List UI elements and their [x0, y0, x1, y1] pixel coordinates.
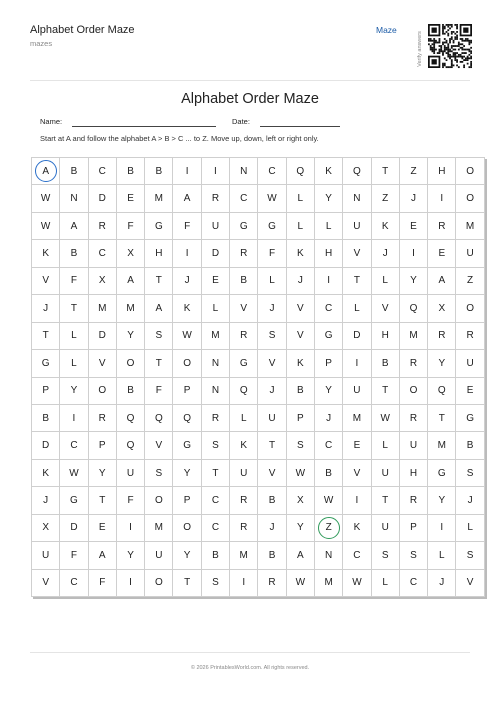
- grid-cell[interactable]: Z: [456, 267, 484, 294]
- grid-cell[interactable]: G: [60, 487, 88, 514]
- grid-cell[interactable]: P: [173, 487, 201, 514]
- grid-cell[interactable]: W: [258, 185, 286, 212]
- grid-cell[interactable]: T: [201, 459, 229, 486]
- grid-cell[interactable]: T: [88, 487, 116, 514]
- grid-cell[interactable]: P: [32, 377, 60, 404]
- grid-cell[interactable]: S: [456, 542, 484, 569]
- grid-cell[interactable]: G: [32, 350, 60, 377]
- grid-cell[interactable]: I: [314, 267, 342, 294]
- grid-cell[interactable]: B: [286, 377, 314, 404]
- grid-cell[interactable]: D: [60, 514, 88, 541]
- grid-cell[interactable]: W: [173, 322, 201, 349]
- grid-cell[interactable]: N: [343, 185, 371, 212]
- grid-cell[interactable]: A: [286, 542, 314, 569]
- instructions: Start at A and follow the alphabet A > B > C ... to Z. Move up, down, left or right only.: [40, 134, 319, 143]
- grid-cell[interactable]: V: [343, 459, 371, 486]
- grid-cell[interactable]: V: [258, 459, 286, 486]
- grid-cell[interactable]: H: [314, 240, 342, 267]
- grid-cell[interactable]: U: [230, 459, 258, 486]
- grid-cell[interactable]: V: [286, 295, 314, 322]
- grid-cell[interactable]: O: [173, 350, 201, 377]
- grid-row: [32, 542, 485, 569]
- grid-cell[interactable]: B: [258, 542, 286, 569]
- grid-cell[interactable]: X: [116, 240, 144, 267]
- grid-cell[interactable]: W: [343, 569, 371, 596]
- grid-cell[interactable]: B: [116, 158, 144, 185]
- grid-cell[interactable]: C: [88, 158, 116, 185]
- grid-cell[interactable]: A: [145, 295, 173, 322]
- grid-cell[interactable]: O: [399, 377, 427, 404]
- header-divider: [30, 80, 470, 81]
- grid-cell[interactable]: Y: [428, 350, 456, 377]
- grid-cell[interactable]: T: [145, 267, 173, 294]
- grid-cell[interactable]: I: [428, 514, 456, 541]
- grid-cell[interactable]: J: [456, 487, 484, 514]
- grid-cell[interactable]: I: [428, 185, 456, 212]
- grid-cell[interactable]: R: [230, 487, 258, 514]
- grid-cell[interactable]: L: [343, 295, 371, 322]
- grid-cell[interactable]: Z: [399, 158, 427, 185]
- grid-cell[interactable]: M: [145, 185, 173, 212]
- grid-cell[interactable]: M: [230, 542, 258, 569]
- grid-cell[interactable]: U: [456, 240, 484, 267]
- grid-cell[interactable]: T: [60, 295, 88, 322]
- grid-cell[interactable]: P: [173, 377, 201, 404]
- grid-cell[interactable]: S: [258, 322, 286, 349]
- grid-cell[interactable]: T: [343, 267, 371, 294]
- grid-cell[interactable]: D: [343, 322, 371, 349]
- grid-cell[interactable]: V: [343, 240, 371, 267]
- grid-cell[interactable]: R: [230, 322, 258, 349]
- grid-cell[interactable]: W: [32, 185, 60, 212]
- grid-cell[interactable]: F: [88, 569, 116, 596]
- grid-cell[interactable]: X: [88, 267, 116, 294]
- grid-cell[interactable]: A: [428, 267, 456, 294]
- grid-cell[interactable]: C: [314, 295, 342, 322]
- grid-cell[interactable]: I: [201, 158, 229, 185]
- grid-cell[interactable]: F: [173, 212, 201, 239]
- end-cell[interactable]: Z: [314, 514, 342, 541]
- grid-cell[interactable]: L: [258, 267, 286, 294]
- grid-cell[interactable]: C: [201, 514, 229, 541]
- grid-cell[interactable]: R: [88, 404, 116, 431]
- grid-cell[interactable]: X: [428, 295, 456, 322]
- grid-cell[interactable]: R: [428, 322, 456, 349]
- grid-cell[interactable]: Y: [173, 542, 201, 569]
- app-subtitle: mazes: [30, 39, 53, 48]
- grid-cell[interactable]: Q: [173, 404, 201, 431]
- grid-cell[interactable]: O: [173, 514, 201, 541]
- grid-cell[interactable]: D: [88, 322, 116, 349]
- page-header: [30, 24, 470, 76]
- grid-cell[interactable]: B: [32, 404, 60, 431]
- grid-cell[interactable]: U: [456, 350, 484, 377]
- grid-cell[interactable]: N: [201, 350, 229, 377]
- grid-cell[interactable]: C: [314, 432, 342, 459]
- grid-cell[interactable]: B: [456, 432, 484, 459]
- grid-cell[interactable]: Q: [116, 404, 144, 431]
- grid-row: [32, 322, 485, 349]
- grid-cell[interactable]: Q: [286, 158, 314, 185]
- grid-cell[interactable]: R: [399, 487, 427, 514]
- grid-cell[interactable]: N: [60, 185, 88, 212]
- grid-cell[interactable]: Y: [314, 185, 342, 212]
- name-line[interactable]: [72, 126, 216, 127]
- worksheet-title: Alphabet Order Maze: [181, 91, 319, 107]
- grid-row: [32, 377, 485, 404]
- grid-cell[interactable]: W: [286, 459, 314, 486]
- grid-cell[interactable]: C: [60, 569, 88, 596]
- grid-cell[interactable]: O: [88, 377, 116, 404]
- grid-cell[interactable]: W: [371, 404, 399, 431]
- grid-cell[interactable]: P: [88, 432, 116, 459]
- category-link[interactable]: Maze: [376, 25, 397, 35]
- grid-cell[interactable]: F: [60, 267, 88, 294]
- grid-cell[interactable]: C: [399, 569, 427, 596]
- grid-cell[interactable]: Z: [371, 185, 399, 212]
- grid-cell[interactable]: J: [258, 295, 286, 322]
- grid-cell[interactable]: D: [88, 185, 116, 212]
- grid-cell[interactable]: R: [201, 404, 229, 431]
- grid-cell[interactable]: A: [88, 542, 116, 569]
- grid-cell[interactable]: R: [456, 322, 484, 349]
- grid-cell[interactable]: U: [371, 459, 399, 486]
- grid-cell[interactable]: K: [343, 514, 371, 541]
- grid-cell[interactable]: L: [60, 322, 88, 349]
- grid-cell[interactable]: V: [230, 295, 258, 322]
- footer-divider: [30, 652, 470, 653]
- grid-cell[interactable]: H: [371, 322, 399, 349]
- grid-cell[interactable]: G: [314, 322, 342, 349]
- grid-cell[interactable]: H: [428, 158, 456, 185]
- grid-cell[interactable]: K: [314, 158, 342, 185]
- grid-cell[interactable]: R: [201, 185, 229, 212]
- grid-cell[interactable]: E: [428, 240, 456, 267]
- grid-row: [32, 212, 485, 239]
- grid-cell[interactable]: F: [258, 240, 286, 267]
- grid-cell[interactable]: J: [258, 377, 286, 404]
- grid-cell[interactable]: K: [230, 432, 258, 459]
- grid-cell[interactable]: K: [371, 212, 399, 239]
- grid-cell[interactable]: M: [145, 514, 173, 541]
- grid-cell[interactable]: T: [371, 377, 399, 404]
- grid-cell[interactable]: J: [258, 514, 286, 541]
- grid-cell[interactable]: P: [399, 514, 427, 541]
- grid-cell[interactable]: B: [230, 267, 258, 294]
- grid-cell[interactable]: Y: [173, 459, 201, 486]
- grid-cell[interactable]: R: [230, 240, 258, 267]
- grid-cell[interactable]: T: [371, 158, 399, 185]
- date-label: Date:: [232, 117, 250, 126]
- grid-cell[interactable]: S: [286, 432, 314, 459]
- grid-cell[interactable]: J: [314, 404, 342, 431]
- grid-cell[interactable]: V: [32, 569, 60, 596]
- grid-cell[interactable]: G: [230, 212, 258, 239]
- grid-cell[interactable]: R: [399, 404, 427, 431]
- grid-cell[interactable]: L: [371, 432, 399, 459]
- grid-cell[interactable]: K: [173, 295, 201, 322]
- grid-cell[interactable]: N: [201, 377, 229, 404]
- grid-cell[interactable]: N: [230, 158, 258, 185]
- grid-row: [32, 404, 485, 431]
- grid-cell[interactable]: B: [60, 158, 88, 185]
- grid-cell[interactable]: S: [399, 542, 427, 569]
- grid-cell[interactable]: I: [116, 569, 144, 596]
- grid-cell[interactable]: W: [314, 487, 342, 514]
- grid-cell[interactable]: U: [343, 377, 371, 404]
- grid-row: [32, 569, 485, 596]
- grid-cell[interactable]: K: [286, 350, 314, 377]
- grid-cell[interactable]: O: [145, 487, 173, 514]
- grid-cell[interactable]: G: [173, 432, 201, 459]
- grid-cell[interactable]: Y: [428, 487, 456, 514]
- grid-cell[interactable]: U: [343, 212, 371, 239]
- grid-cell[interactable]: R: [399, 350, 427, 377]
- grid-cell[interactable]: R: [258, 569, 286, 596]
- grid-cell[interactable]: J: [32, 487, 60, 514]
- grid-cell[interactable]: I: [173, 158, 201, 185]
- grid-cell[interactable]: Y: [60, 377, 88, 404]
- grid-row: [32, 487, 485, 514]
- grid-cell[interactable]: I: [173, 240, 201, 267]
- grid-cell[interactable]: Q: [145, 404, 173, 431]
- grid-cell[interactable]: G: [428, 459, 456, 486]
- name-label: Name:: [40, 117, 63, 126]
- grid-cell[interactable]: V: [88, 350, 116, 377]
- grid-cell[interactable]: C: [88, 240, 116, 267]
- grid-cell[interactable]: H: [145, 240, 173, 267]
- grid-cell[interactable]: E: [399, 212, 427, 239]
- grid-cell[interactable]: Y: [314, 377, 342, 404]
- grid-cell[interactable]: S: [201, 432, 229, 459]
- qr-code-icon[interactable]: [428, 18, 472, 74]
- maze-grid: [31, 157, 485, 597]
- grid-cell[interactable]: N: [314, 542, 342, 569]
- grid-cell[interactable]: Q: [230, 377, 258, 404]
- grid-cell[interactable]: U: [371, 514, 399, 541]
- grid-cell[interactable]: O: [145, 569, 173, 596]
- grid-cell[interactable]: C: [60, 432, 88, 459]
- grid-row: [32, 459, 485, 486]
- grid-cell[interactable]: V: [32, 267, 60, 294]
- grid-cell[interactable]: E: [201, 267, 229, 294]
- grid-cell[interactable]: P: [314, 350, 342, 377]
- grid-cell[interactable]: L: [371, 267, 399, 294]
- grid-cell[interactable]: W: [286, 569, 314, 596]
- footer-copyright: © 2026 PrintablesWorld.com. All rights reserved.: [190, 665, 310, 671]
- grid-cell[interactable]: B: [60, 240, 88, 267]
- grid-cell[interactable]: T: [258, 432, 286, 459]
- grid-cell[interactable]: O: [116, 350, 144, 377]
- grid-cell[interactable]: C: [230, 185, 258, 212]
- grid-cell[interactable]: M: [456, 212, 484, 239]
- grid-cell[interactable]: G: [258, 212, 286, 239]
- grid-cell[interactable]: I: [343, 350, 371, 377]
- grid-cell[interactable]: L: [428, 542, 456, 569]
- grid-cell[interactable]: P: [286, 404, 314, 431]
- grid-cell[interactable]: C: [258, 158, 286, 185]
- grid-cell[interactable]: T: [428, 404, 456, 431]
- grid-cell[interactable]: D: [32, 432, 60, 459]
- grid-cell[interactable]: F: [145, 377, 173, 404]
- grid-cell[interactable]: S: [456, 459, 484, 486]
- grid-cell[interactable]: X: [286, 487, 314, 514]
- grid-cell[interactable]: Y: [88, 459, 116, 486]
- grid-cell[interactable]: B: [116, 377, 144, 404]
- grid-cell[interactable]: A: [116, 267, 144, 294]
- grid-cell[interactable]: L: [286, 185, 314, 212]
- grid-cell[interactable]: I: [116, 514, 144, 541]
- grid-cell[interactable]: L: [286, 212, 314, 239]
- app-title: Alphabet Order Maze: [30, 24, 135, 36]
- grid-cell[interactable]: I: [399, 240, 427, 267]
- grid-cell[interactable]: B: [371, 350, 399, 377]
- grid-cell[interactable]: J: [399, 185, 427, 212]
- grid-cell[interactable]: J: [32, 295, 60, 322]
- grid-cell[interactable]: Q: [343, 158, 371, 185]
- grid-cell[interactable]: K: [32, 459, 60, 486]
- grid-cell[interactable]: U: [145, 542, 173, 569]
- grid-cell[interactable]: V: [371, 295, 399, 322]
- grid-cell[interactable]: L: [456, 514, 484, 541]
- grid-cell[interactable]: H: [399, 459, 427, 486]
- grid-cell[interactable]: E: [343, 432, 371, 459]
- grid-row: [32, 295, 485, 322]
- grid-row: [32, 185, 485, 212]
- grid-cell[interactable]: J: [286, 267, 314, 294]
- grid-cell[interactable]: S: [201, 569, 229, 596]
- grid-cell[interactable]: W: [32, 212, 60, 239]
- grid-cell[interactable]: S: [371, 542, 399, 569]
- grid-cell[interactable]: B: [145, 158, 173, 185]
- grid-row: [32, 267, 485, 294]
- grid-cell[interactable]: O: [456, 295, 484, 322]
- grid-row: [32, 432, 485, 459]
- grid-cell[interactable]: M: [343, 404, 371, 431]
- grid-cell[interactable]: K: [286, 240, 314, 267]
- grid-cell[interactable]: U: [116, 459, 144, 486]
- grid-cell[interactable]: U: [399, 432, 427, 459]
- grid-cell[interactable]: C: [343, 542, 371, 569]
- verify-answers-label: Verify answers: [417, 31, 423, 67]
- grid-cell[interactable]: T: [32, 322, 60, 349]
- grid-cell[interactable]: E: [116, 185, 144, 212]
- grid-cell[interactable]: L: [60, 350, 88, 377]
- grid-cell[interactable]: F: [60, 542, 88, 569]
- grid-cell[interactable]: Y: [286, 514, 314, 541]
- grid-cell[interactable]: O: [456, 158, 484, 185]
- grid-cell[interactable]: R: [230, 514, 258, 541]
- grid-cell[interactable]: I: [60, 404, 88, 431]
- grid-cell[interactable]: I: [230, 569, 258, 596]
- grid-cell[interactable]: E: [88, 514, 116, 541]
- grid-row: [32, 514, 485, 541]
- grid-cell[interactable]: B: [314, 459, 342, 486]
- grid-cell[interactable]: M: [116, 295, 144, 322]
- grid-cell[interactable]: B: [201, 542, 229, 569]
- grid-cell[interactable]: M: [88, 295, 116, 322]
- grid-cell[interactable]: Y: [116, 542, 144, 569]
- grid-cell[interactable]: T: [173, 569, 201, 596]
- grid-cell[interactable]: D: [201, 240, 229, 267]
- grid-cell[interactable]: K: [32, 240, 60, 267]
- grid-cell[interactable]: J: [428, 569, 456, 596]
- grid-cell[interactable]: C: [201, 487, 229, 514]
- grid-cell[interactable]: S: [145, 322, 173, 349]
- grid-cell[interactable]: Y: [399, 267, 427, 294]
- grid-cell[interactable]: G: [230, 350, 258, 377]
- grid-cell[interactable]: U: [201, 212, 229, 239]
- grid-cell[interactable]: M: [314, 569, 342, 596]
- grid-cell[interactable]: T: [371, 487, 399, 514]
- grid-cell[interactable]: L: [371, 569, 399, 596]
- grid-cell[interactable]: J: [371, 240, 399, 267]
- grid-cell[interactable]: U: [32, 542, 60, 569]
- grid-cell[interactable]: A: [60, 212, 88, 239]
- grid-row: [32, 350, 485, 377]
- grid-cell[interactable]: F: [116, 487, 144, 514]
- date-line[interactable]: [260, 126, 340, 127]
- grid-cell[interactable]: S: [145, 459, 173, 486]
- grid-cell[interactable]: U: [258, 404, 286, 431]
- grid-cell[interactable]: G: [145, 212, 173, 239]
- start-cell[interactable]: A: [32, 158, 60, 185]
- grid-cell[interactable]: V: [286, 322, 314, 349]
- grid-cell[interactable]: V: [456, 569, 484, 596]
- grid-cell[interactable]: M: [399, 322, 427, 349]
- grid-row: [32, 240, 485, 267]
- grid-cell[interactable]: M: [201, 322, 229, 349]
- grid-cell[interactable]: Y: [116, 322, 144, 349]
- grid-cell[interactable]: I: [343, 487, 371, 514]
- grid-cell[interactable]: L: [201, 295, 229, 322]
- grid-cell[interactable]: Q: [399, 295, 427, 322]
- grid-cell[interactable]: Q: [428, 377, 456, 404]
- grid-cell[interactable]: W: [60, 459, 88, 486]
- grid-cell[interactable]: Q: [116, 432, 144, 459]
- grid-cell[interactable]: L: [314, 212, 342, 239]
- grid-cell[interactable]: J: [173, 267, 201, 294]
- grid-cell[interactable]: A: [173, 185, 201, 212]
- grid-cell[interactable]: M: [428, 432, 456, 459]
- grid-row: [32, 158, 485, 185]
- grid-cell[interactable]: E: [456, 377, 484, 404]
- grid-cell[interactable]: F: [116, 212, 144, 239]
- grid-cell[interactable]: R: [88, 212, 116, 239]
- grid-cell[interactable]: O: [456, 185, 484, 212]
- grid-cell[interactable]: B: [258, 487, 286, 514]
- grid-cell[interactable]: G: [456, 404, 484, 431]
- grid-cell[interactable]: X: [32, 514, 60, 541]
- grid-cell[interactable]: T: [145, 350, 173, 377]
- grid-cell[interactable]: V: [145, 432, 173, 459]
- grid-cell[interactable]: R: [428, 212, 456, 239]
- grid-cell[interactable]: L: [230, 404, 258, 431]
- grid-cell[interactable]: V: [258, 350, 286, 377]
